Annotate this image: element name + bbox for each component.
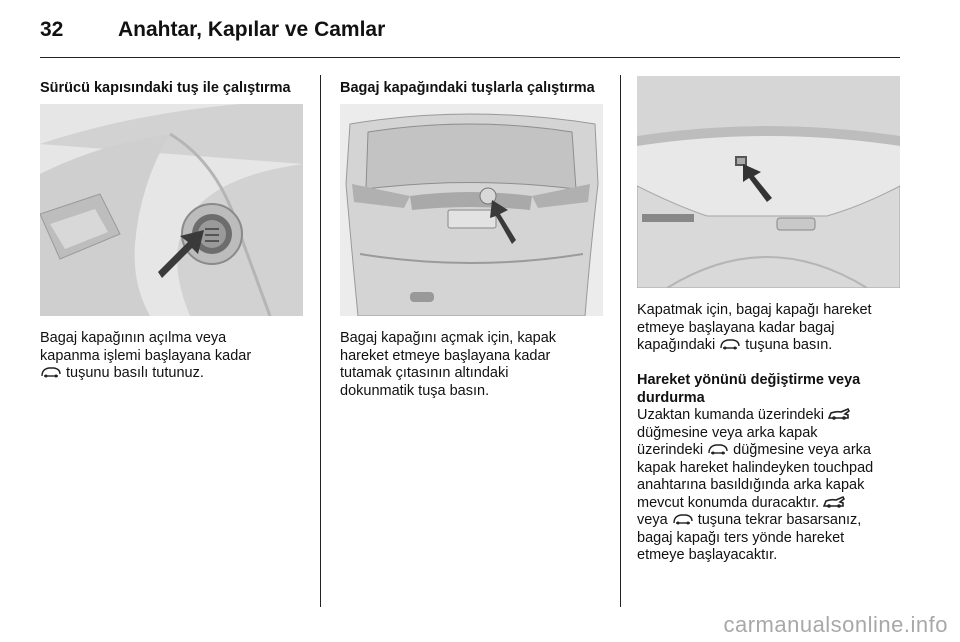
tailgate-inner-button-illustration (637, 76, 900, 288)
col3-paragraph-2 (637, 407, 912, 565)
col1-title: Sürücü kapısındaki tuş ile çalıştırma (40, 80, 291, 96)
col2-line-4: dokunmatik tuşa basın. (340, 382, 490, 399)
col2-line-2: hareket etmeye başlayana kadar (340, 347, 551, 364)
col3-p2-line-7-end: tuşuna tekrar basarsanız, (693, 512, 862, 528)
tailgate-symbol-icon (707, 442, 729, 456)
col3-p1-line-2: etmeye başlayana kadar bagaj (637, 319, 835, 336)
col3-p2-line-7: veya (637, 512, 672, 528)
col3-p2-line-6: mevcut konumda duracaktır. (637, 494, 824, 511)
header-rule (40, 57, 900, 58)
tailgate-car-rear-illustration (340, 104, 603, 316)
column-divider-2 (620, 75, 621, 607)
col3-p2-line-3-end: düğmesine veya arka (729, 442, 871, 458)
col2-title: Bagaj kapağındaki tuşlarla çalıştırma (340, 80, 595, 96)
chapter-title: Anahtar, Kapılar ve Camlar (118, 18, 386, 41)
col2-paragraph (340, 330, 610, 400)
page-header (40, 18, 900, 48)
page-number: 32 (40, 18, 64, 41)
col1-line-2: kapanma işlemi başlayana kadar (40, 347, 252, 364)
door-button-illustration (40, 104, 303, 316)
col1-line-3: tuşunu basılı tutunuz. (62, 365, 204, 381)
col1-line-1: Bagaj kapağının açılma veya (40, 330, 227, 346)
col3-p2-line-2: düğmesine veya arka kapak (637, 424, 818, 441)
watermark-link[interactable]: carmanualsonline.info (723, 612, 948, 637)
col3-p1-line-3: kapağındaki (637, 337, 720, 353)
col1-paragraph (40, 330, 310, 383)
col3-p2-line-8: bagaj kapağı ters yönde hareket (637, 529, 845, 546)
col3-p2-line-9: etmeye başlayacaktır. (637, 547, 778, 563)
col3-subheading (637, 372, 907, 407)
col2-line-1: Bagaj kapağını açmak için, kapak (340, 330, 557, 346)
col3-p2-line-5: anahtarına basıldığında arka kapak (637, 477, 865, 493)
col3-p2-line-1: Uzaktan kumanda üzerindeki (637, 407, 829, 423)
car-open-trunk-icon (828, 407, 850, 421)
col3-paragraph-1 (637, 302, 907, 355)
tailgate-symbol-icon (719, 337, 741, 351)
col3-subheading-line-1: Hareket yönünü değiştirme veya (637, 372, 861, 388)
col2-line-3: tutamak çıtasının altındaki (340, 365, 509, 381)
col3-p1-line-1: Kapatmak için, bagaj kapağı hareket (637, 302, 872, 318)
col3-p1-line-3-end: tuşuna basın. (741, 337, 833, 353)
col3-p2-line-3: üzerindeki (637, 442, 708, 458)
tailgate-symbol-icon (40, 365, 62, 379)
car-open-trunk-icon (823, 495, 845, 509)
tailgate-symbol-icon (672, 512, 694, 526)
col3-p2-line-4: kapak hareket halindeyken touchpad (637, 459, 874, 476)
column-divider-1 (320, 75, 321, 607)
col3-subheading-line-2: durdurma (637, 389, 705, 406)
